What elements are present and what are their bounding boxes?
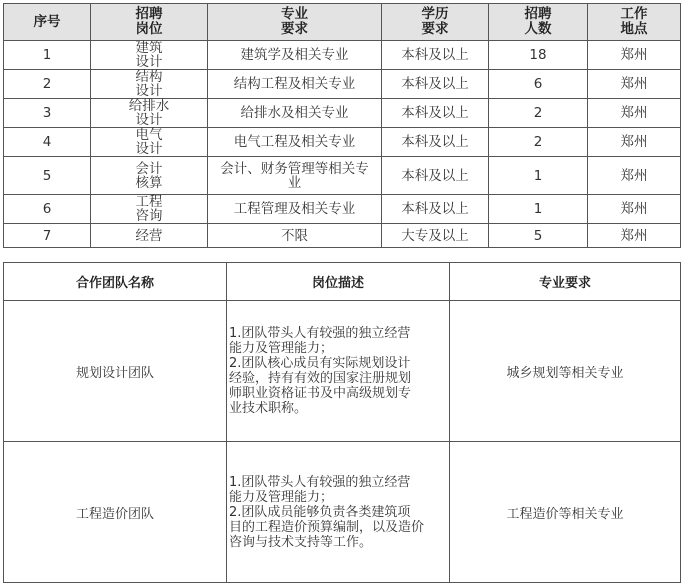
- desc-line: 师职业资格证书及中高级规划专: [229, 386, 412, 401]
- header-post-line: 岗位: [135, 21, 163, 37]
- header-major: [208, 4, 382, 41]
- cell-edu: 本科及以上: [382, 41, 489, 70]
- desc-line: 1.团队带头人有较强的独立经营: [229, 474, 411, 490]
- cell-post-line: 设计: [135, 112, 163, 128]
- cell-post-line: 咨询: [135, 208, 163, 224]
- table-row: [4, 99, 681, 128]
- cell-post-line: 电气: [135, 127, 163, 143]
- header-team-name: 合作团队名称: [4, 263, 227, 301]
- cell-count: 1: [489, 157, 588, 195]
- desc-line: 能力及管理能力；: [229, 341, 334, 356]
- cell-post-line: 建筑: [135, 40, 163, 56]
- desc-line: 目的工程造价预算编制，以及造价: [229, 519, 425, 535]
- cell-post: [91, 128, 208, 157]
- table-row: [4, 70, 681, 99]
- table-row: [4, 195, 681, 224]
- teams-header-row: [4, 263, 681, 301]
- cell-major: 给排水及相关专业: [208, 99, 382, 128]
- desc-line: 业技术职称。: [229, 401, 308, 416]
- header-place-line: 地点: [620, 21, 648, 37]
- desc-line: 1.团队带头人有较强的独立经营: [229, 326, 411, 341]
- header-count-line: 人数: [524, 21, 552, 37]
- cell-team-name: 规划设计团队: [4, 301, 227, 442]
- cell-major-line: 会计、财务管理等相关专: [220, 160, 369, 177]
- desc-line: 能力及管理能力；: [229, 489, 334, 505]
- header-edu: [382, 4, 489, 41]
- cell-no: 3: [4, 99, 91, 128]
- header-edu-line: 要求: [421, 21, 449, 37]
- header-place: [588, 4, 681, 41]
- cell-count: 1: [489, 195, 588, 224]
- table-row: [4, 301, 681, 442]
- cell-edu: 本科及以上: [382, 195, 489, 224]
- cell-post-line: 设计: [135, 83, 163, 99]
- cell-place: 郑州: [588, 70, 681, 99]
- positions-header-row: [4, 4, 681, 41]
- cell-post-line: 结构: [135, 69, 163, 85]
- cell-post-line: 会计: [135, 160, 163, 177]
- cell-major-line: 业: [287, 174, 302, 191]
- cell-count: 18: [489, 41, 588, 70]
- cell-edu: 本科及以上: [382, 128, 489, 157]
- cell-post: [91, 195, 208, 224]
- table-row: [4, 224, 681, 248]
- cell-post: [91, 157, 208, 195]
- cell-no: 5: [4, 157, 91, 195]
- header-post-line: 招聘: [135, 6, 163, 22]
- cell-no: 6: [4, 195, 91, 224]
- cell-no: 7: [4, 224, 91, 248]
- cell-team-name: 工程造价团队: [4, 442, 227, 583]
- cell-no: 4: [4, 128, 91, 157]
- cell-place: 郑州: [588, 157, 681, 195]
- table-row: [4, 157, 681, 195]
- desc-line: 2.团队核心成员有实际规划设计: [229, 356, 411, 371]
- cell-place: 郑州: [588, 195, 681, 224]
- cell-edu: 本科及以上: [382, 157, 489, 195]
- cell-no: 1: [4, 41, 91, 70]
- cell-edu: 大专及以上: [382, 224, 489, 248]
- cell-edu: 本科及以上: [382, 99, 489, 128]
- header-major-line: 要求: [281, 21, 308, 37]
- header-post: [91, 4, 208, 41]
- positions-table: [3, 3, 681, 248]
- table-row: [4, 442, 681, 583]
- cell-major: 建筑学及相关专业: [208, 41, 382, 70]
- header-edu-line: 学历: [421, 6, 449, 22]
- teams-table: [3, 262, 681, 583]
- header-no: 序号: [4, 4, 91, 41]
- cell-team-desc: [227, 301, 450, 442]
- desc-line: 咨询与技术支持等工作。: [229, 534, 373, 550]
- cell-team-desc: [227, 442, 450, 583]
- cell-team-major: 城乡规划等相关专业: [450, 301, 681, 442]
- cell-place: 郑州: [588, 224, 681, 248]
- table-row: [4, 41, 681, 70]
- cell-major: 结构工程及相关专业: [208, 70, 382, 99]
- cell-no: 2: [4, 70, 91, 99]
- cell-count: 2: [489, 99, 588, 128]
- cell-post-line: 给排水: [128, 98, 170, 114]
- cell-post-line: 核算: [135, 174, 163, 191]
- header-place-line: 工作: [620, 6, 648, 22]
- cell-team-major: 工程造价等相关专业: [450, 442, 681, 583]
- header-major-line: 专业: [281, 6, 308, 22]
- cell-post-line: 设计: [135, 141, 163, 157]
- desc-line: 经验，持有有效的国家注册规划: [229, 371, 412, 386]
- header-count: [489, 4, 588, 41]
- cell-post-line: 设计: [135, 54, 163, 70]
- cell-post: [91, 99, 208, 128]
- cell-count: 6: [489, 70, 588, 99]
- cell-post: [91, 41, 208, 70]
- cell-major: [208, 157, 382, 195]
- cell-count: 5: [489, 224, 588, 248]
- cell-post: [91, 70, 208, 99]
- cell-major: 工程管理及相关专业: [208, 195, 382, 224]
- cell-post: 经营: [91, 224, 208, 248]
- cell-edu: 本科及以上: [382, 70, 489, 99]
- cell-place: 郑州: [588, 128, 681, 157]
- cell-major: 不限: [208, 224, 382, 248]
- header-count-line: 招聘: [524, 6, 552, 22]
- table-row: [4, 128, 681, 157]
- cell-place: 郑州: [588, 99, 681, 128]
- cell-place: 郑州: [588, 41, 681, 70]
- cell-post-line: 工程: [135, 194, 163, 210]
- header-team-major: 专业要求: [450, 263, 681, 301]
- desc-line: 2.团队成员能够负责各类建筑项: [229, 504, 411, 520]
- header-team-desc: 岗位描述: [227, 263, 450, 301]
- cell-count: 2: [489, 128, 588, 157]
- cell-major: 电气工程及相关专业: [208, 128, 382, 157]
